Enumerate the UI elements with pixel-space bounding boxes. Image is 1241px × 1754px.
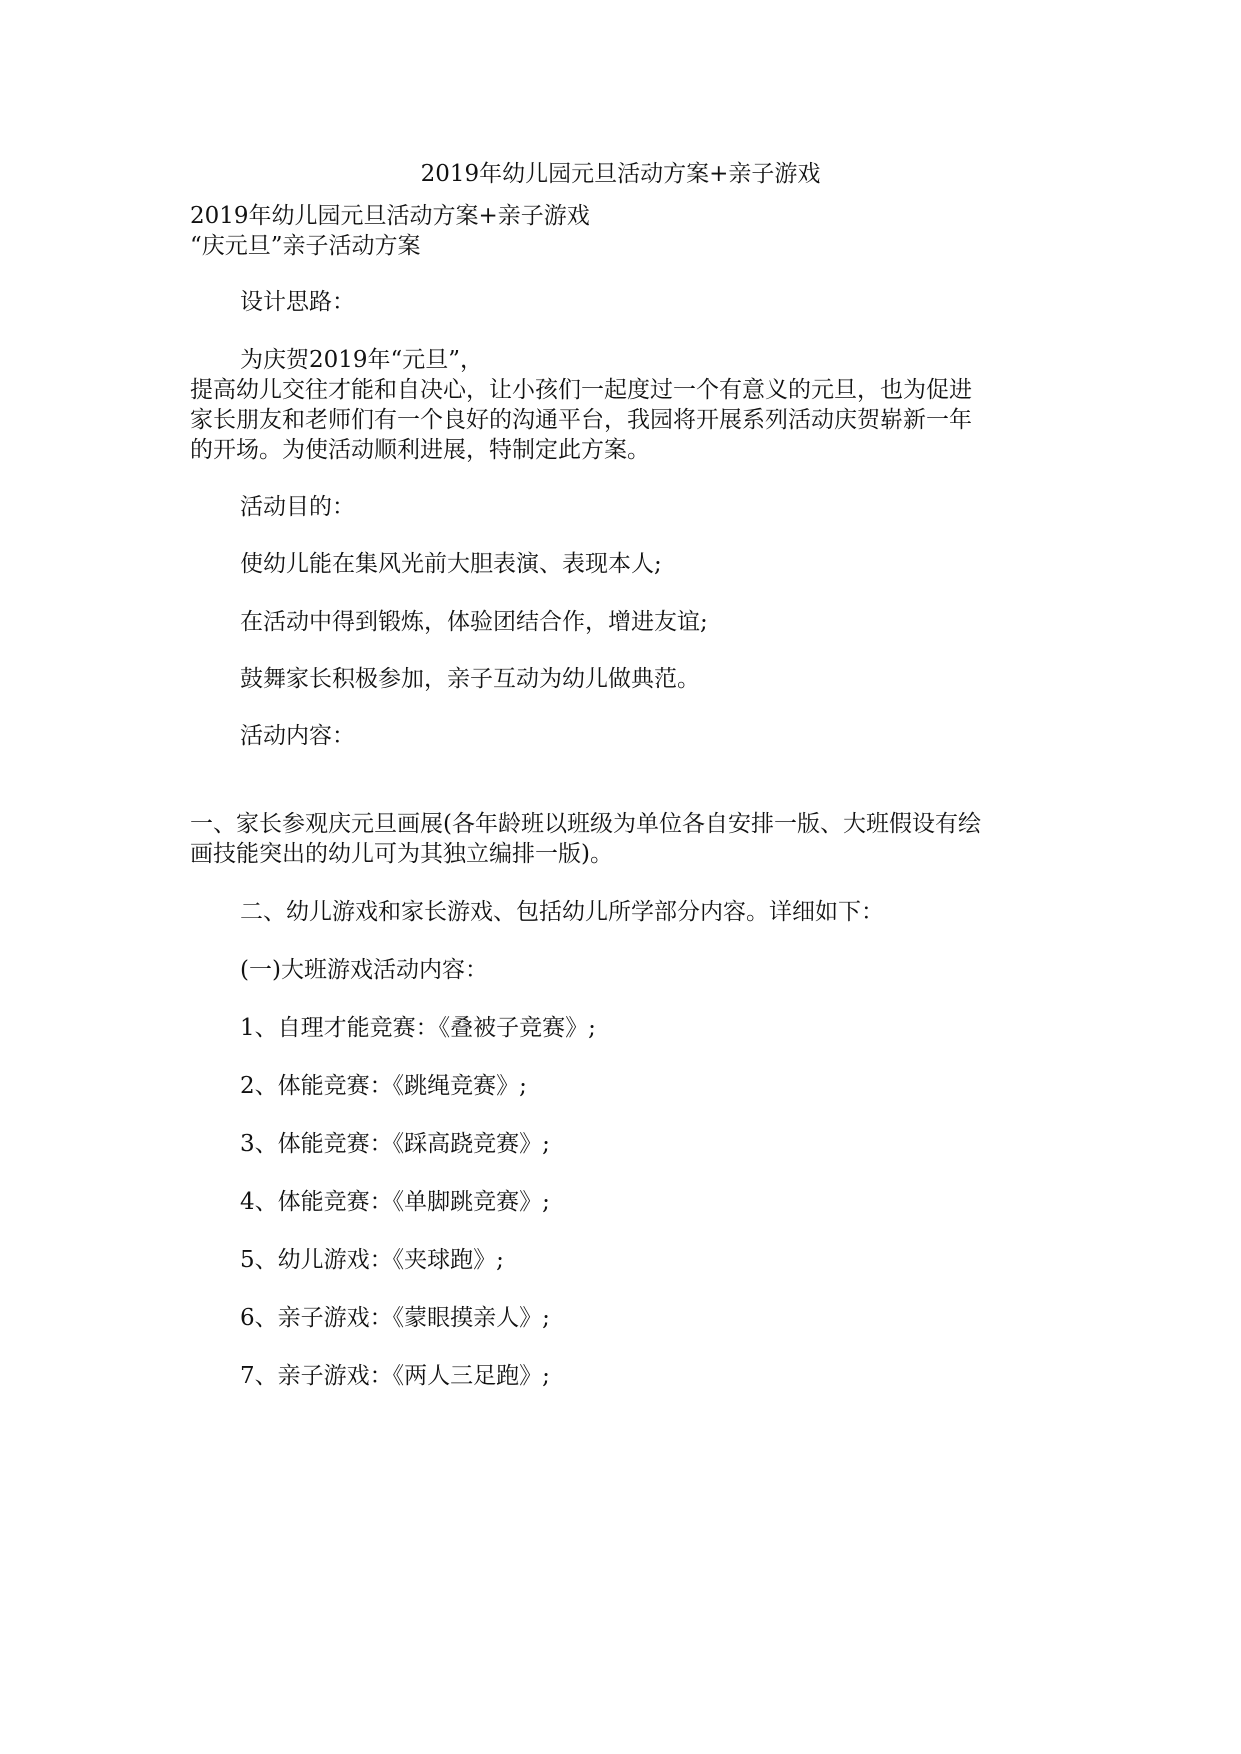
- goal-label: 活动目的：: [240, 494, 355, 520]
- section-1-line-1: 一、家长参观庆元旦画展(各年龄班以班级为单位各自安排一版、大班假设有绘: [190, 811, 981, 837]
- design-intro: 为庆贺2019年“元旦”，: [240, 347, 484, 373]
- design-label: 设计思路：: [240, 289, 355, 315]
- list-item: 7、亲子游戏：《两人三足跑》;: [240, 1363, 550, 1389]
- list-item: 1、自理才能竞赛：《叠被子竞赛》;: [240, 1015, 596, 1041]
- design-line-3: 的开场。为使活动顺利进展，特制定此方案。: [190, 437, 650, 463]
- goal-2: 在活动中得到锻炼，体验团结合作，增进友谊;: [240, 609, 708, 635]
- goal-1: 使幼儿能在集风光前大胆表演、表现本人;: [240, 551, 662, 577]
- list-item: 2、体能竞赛：《跳绳竞赛》;: [240, 1073, 527, 1099]
- subheading: “庆元旦”亲子活动方案: [190, 233, 421, 259]
- content-label: 活动内容：: [240, 723, 355, 749]
- list-item: 5、幼儿游戏：《夹球跑》;: [240, 1247, 504, 1273]
- section-2: 二、幼儿游戏和家长游戏、包括幼儿所学部分内容。详细如下：: [240, 899, 884, 925]
- heading: 2019年幼儿园元旦活动方案+亲子游戏: [190, 203, 590, 229]
- design-line-2: 家长朋友和老师们有一个良好的沟通平台，我园将开展系列活动庆贺崭新一年: [190, 407, 972, 433]
- goal-3: 鼓舞家长积极参加，亲子互动为幼儿做典范。: [240, 666, 700, 692]
- design-line-1: 提高幼儿交往才能和自决心，让小孩们一起度过一个有意义的元旦，也为促进: [190, 377, 972, 403]
- list-item: 6、亲子游戏：《蒙眼摸亲人》;: [240, 1305, 550, 1331]
- list-item: 4、体能竞赛：《单脚跳竞赛》;: [240, 1189, 550, 1215]
- big-class-label: (一)大班游戏活动内容：: [240, 957, 488, 983]
- list-item: 3、体能竞赛：《踩高跷竞赛》;: [240, 1131, 550, 1157]
- section-1-line-2: 画技能突出的幼儿可为其独立编排一版)。: [190, 841, 613, 867]
- document-title: 2019年幼儿园元旦活动方案+亲子游戏: [420, 161, 821, 187]
